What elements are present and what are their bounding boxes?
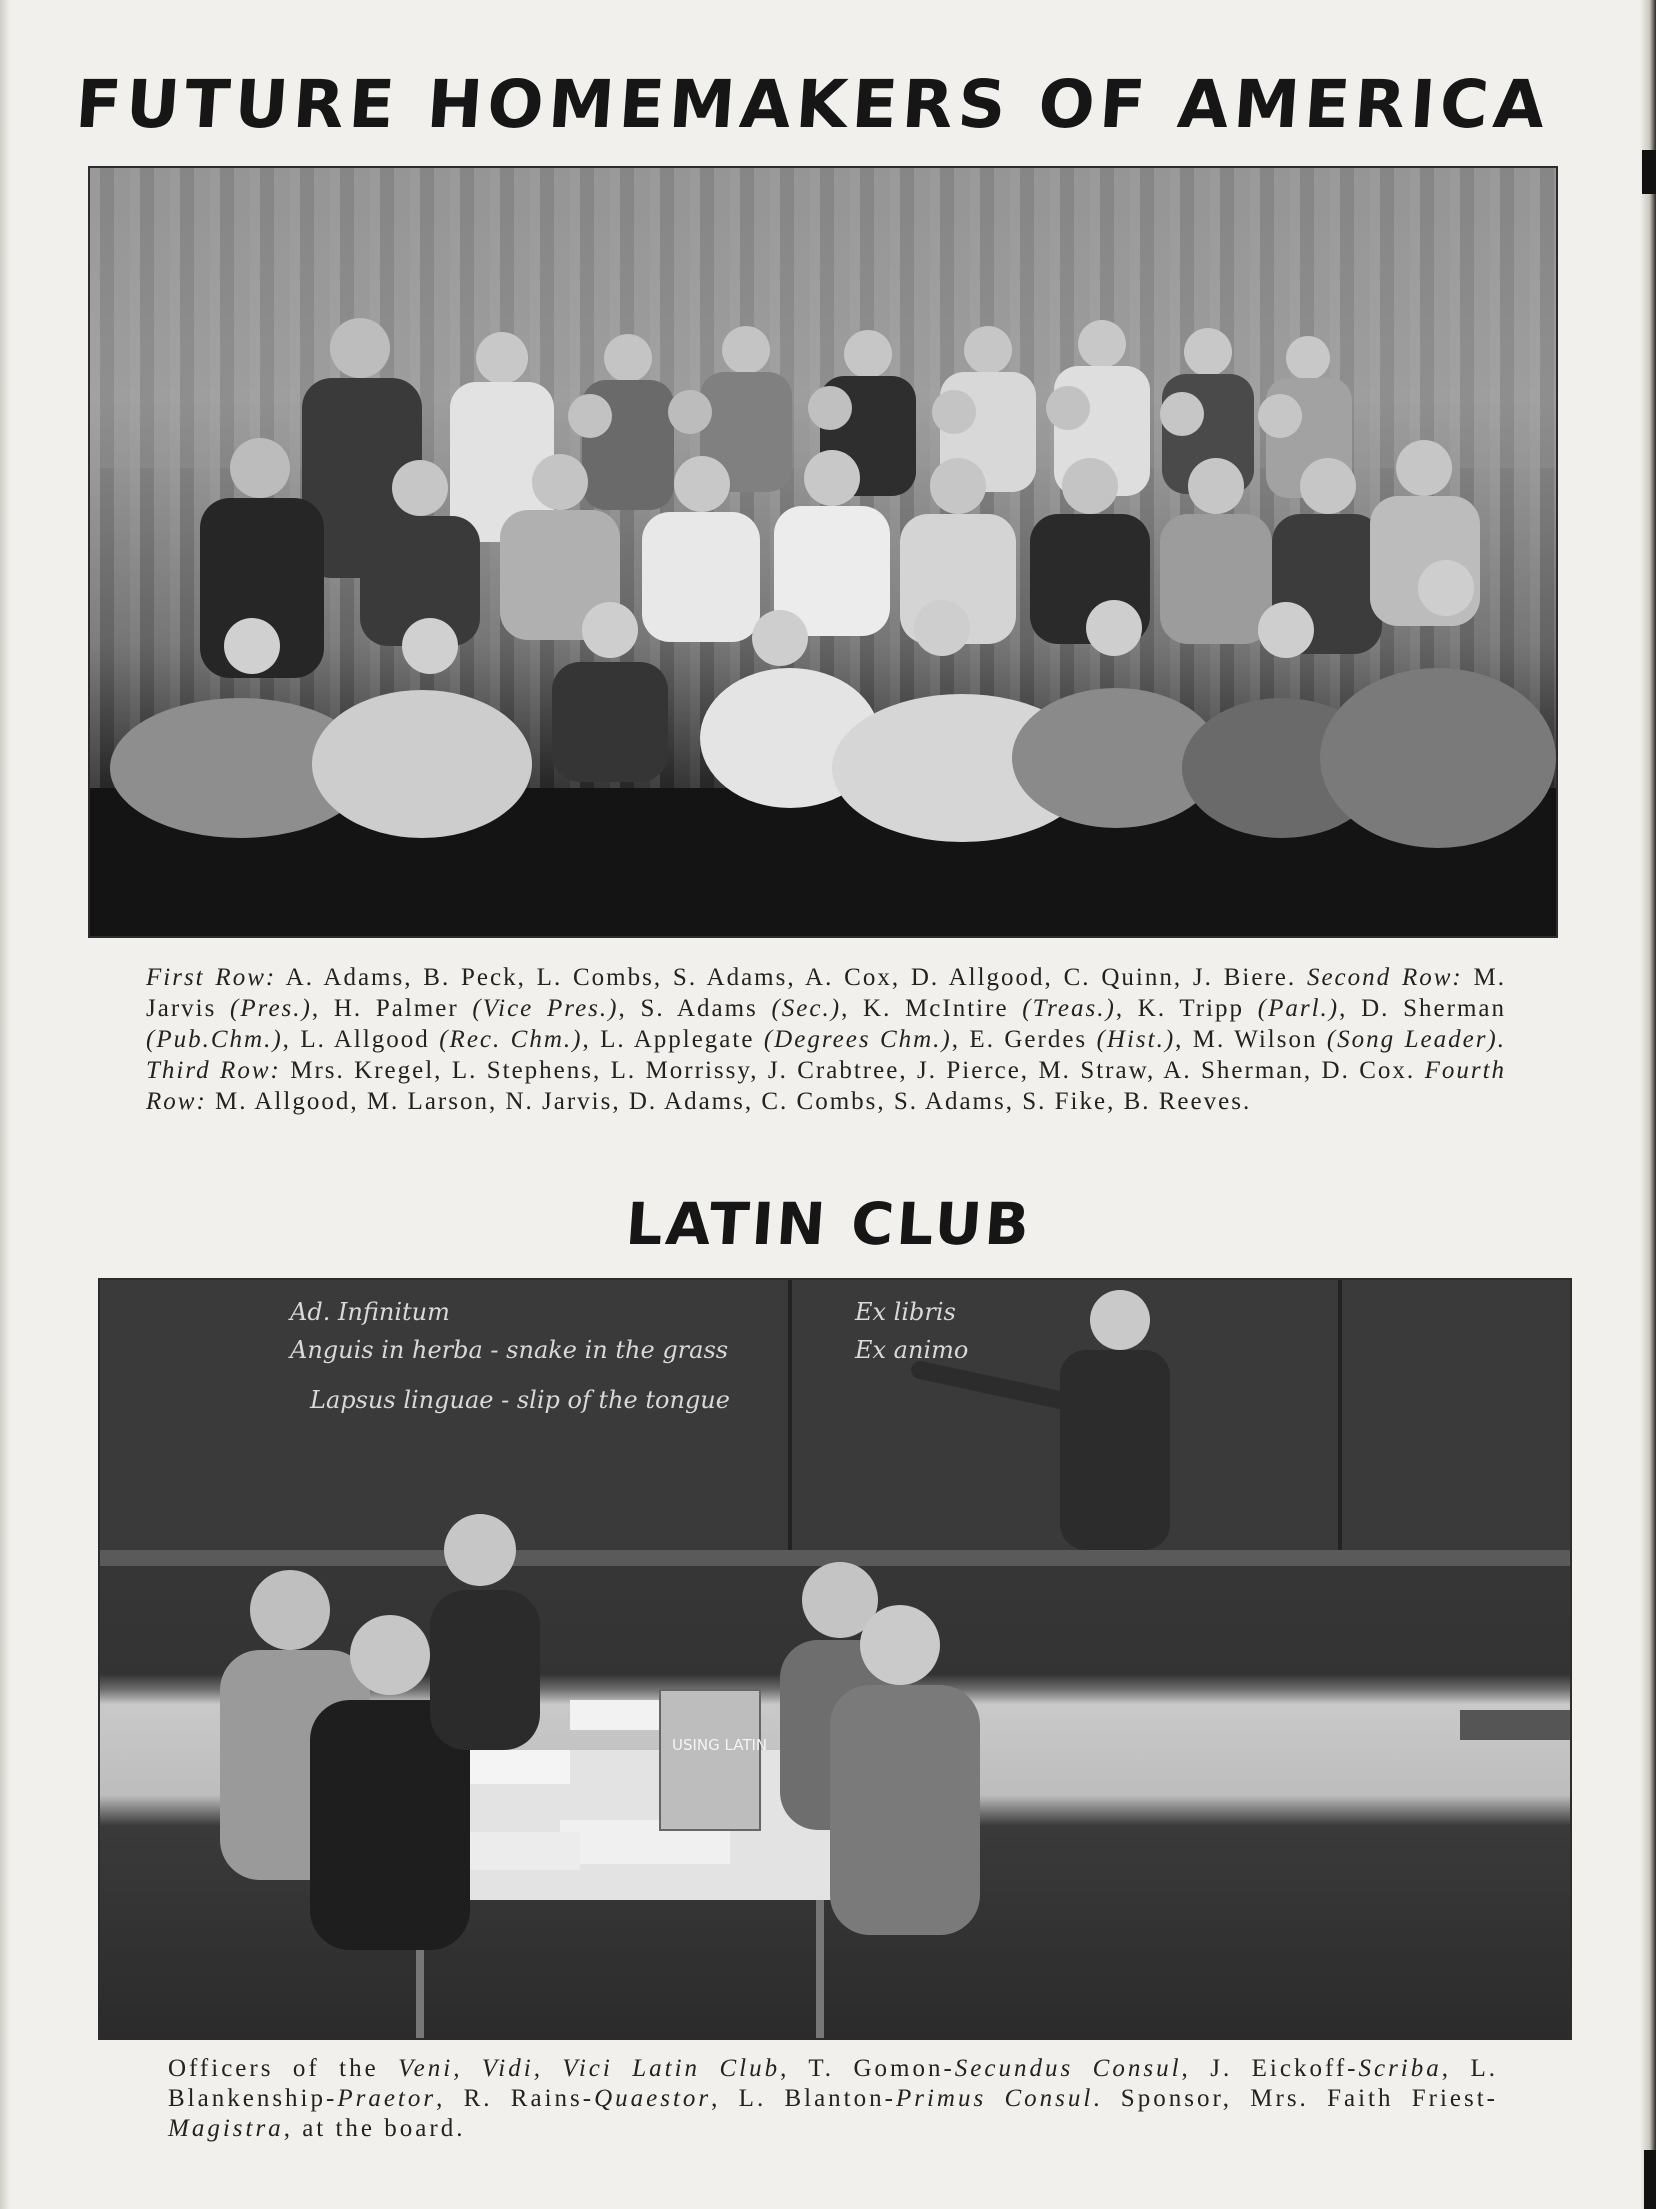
fourth-row-label: Fourth Row: (146, 1057, 1507, 1115)
officer-name: , H. Palmer (311, 995, 473, 1022)
officer-name: , K. McIntire (841, 995, 1023, 1022)
officer-role: (Vice Pres.) (472, 995, 619, 1022)
third-row-label: Third Row: (146, 1057, 281, 1084)
latin-club-caption (168, 2054, 1498, 2144)
officer-name: , L. Applegate (582, 1026, 764, 1053)
binding-mark (1642, 150, 1656, 194)
chalk-line: Ex libris (855, 1298, 956, 1326)
latin-club-heading: LATIN CLUB (623, 1190, 1035, 1258)
caption-text: , L. Blanton- (711, 2085, 896, 2112)
caption-text: , at the board. (283, 2115, 466, 2142)
officer-title: Scriba (1358, 2055, 1442, 2082)
fha-photo-illustration (90, 168, 1556, 936)
officer-role: (Rec. Chm.) (439, 1026, 583, 1053)
officer-name: , K. Tripp (1115, 995, 1258, 1022)
second-row-label: Second Row: (1306, 964, 1463, 991)
officer-role: (Parl.) (1257, 995, 1340, 1022)
officer-name: , E. Gerdes (951, 1026, 1097, 1053)
officer-name: , S. Adams (618, 995, 772, 1022)
officer-role: (Pub.Chm.) (146, 1026, 283, 1053)
page-edge-right (1640, 0, 1656, 2209)
officer-role: (Sec.) (771, 995, 842, 1022)
fha-group-photo (88, 166, 1558, 938)
caption-text: , J. Eickoff- (1181, 2055, 1359, 2082)
officer-name: , L. Allgood (282, 1026, 440, 1053)
caption-text: , R. Rains- (436, 2085, 595, 2112)
sponsor-title: Magistra (168, 2115, 284, 2142)
chalk-line: Lapsus linguae - slip of the tongue (310, 1386, 730, 1414)
latin-club-photo (98, 1278, 1572, 2040)
latin-photo-illustration (100, 1280, 1570, 2038)
page-edge-left (0, 0, 10, 2209)
side-desk (1460, 1710, 1570, 1740)
fha-caption (146, 962, 1506, 1117)
officer-title: Secundus Consul (954, 2055, 1182, 2082)
first-row-names: A. Adams, B. Peck, L. Combs, S. Adams, A. Cox, D. Allgood, C. Quinn, J. Biere. (276, 964, 1297, 991)
chalk-line: Anguis in herba - snake in the grass (290, 1336, 729, 1364)
officer-title: Primus Consul (895, 2085, 1094, 2112)
binding-mark-bottom (1644, 2150, 1656, 2209)
officer-role: (Degrees Chm.) (763, 1026, 952, 1053)
third-row-names: Mrs. Kregel, L. Stephens, L. Morrissy, J. Crabtree, J. Pierce, M. Straw, A. Sherman, D. Cox. (280, 1057, 1416, 1084)
officer-name: , M. Wilson (1175, 1026, 1327, 1053)
club-name: Veni, Vidi, Vici Latin Club (398, 2055, 781, 2082)
caption-text: . Sponsor, Mrs. Faith Friest- (1093, 2085, 1498, 2112)
fourth-row-names: M. Allgood, M. Larson, N. Jarvis, D. Adams, C. Combs, S. Adams, S. Fike, B. Reeves. (206, 1088, 1252, 1115)
caption-text: , T. Gomon- (780, 2055, 955, 2082)
officer-name: M. Jarvis (146, 964, 1507, 1022)
caption-text: Officers of the (168, 2055, 399, 2082)
chalk-line: Ad. Infinitum (290, 1298, 450, 1326)
book-title: USING LATIN (672, 1736, 768, 1754)
officer-title: Praetor (337, 2085, 437, 2112)
officer-role: (Hist.) (1096, 1026, 1176, 1053)
first-row-label: First Row: (146, 964, 277, 991)
officer-name: , D. Sherman (1339, 995, 1506, 1022)
chalk-line: Ex animo (855, 1336, 969, 1364)
officer-role: (Treas.) (1022, 995, 1116, 1022)
caption-text: , L. Blankenship- (168, 2055, 1498, 2112)
fha-heading: FUTURE HOMEMAKERS OF AMERICA (73, 66, 1553, 143)
officer-title: Quaestor (594, 2085, 712, 2112)
officer-role: (Pres.) (230, 995, 312, 1022)
using-latin-book (660, 1690, 767, 1830)
officer-role: (Song Leader). (1326, 1026, 1506, 1053)
